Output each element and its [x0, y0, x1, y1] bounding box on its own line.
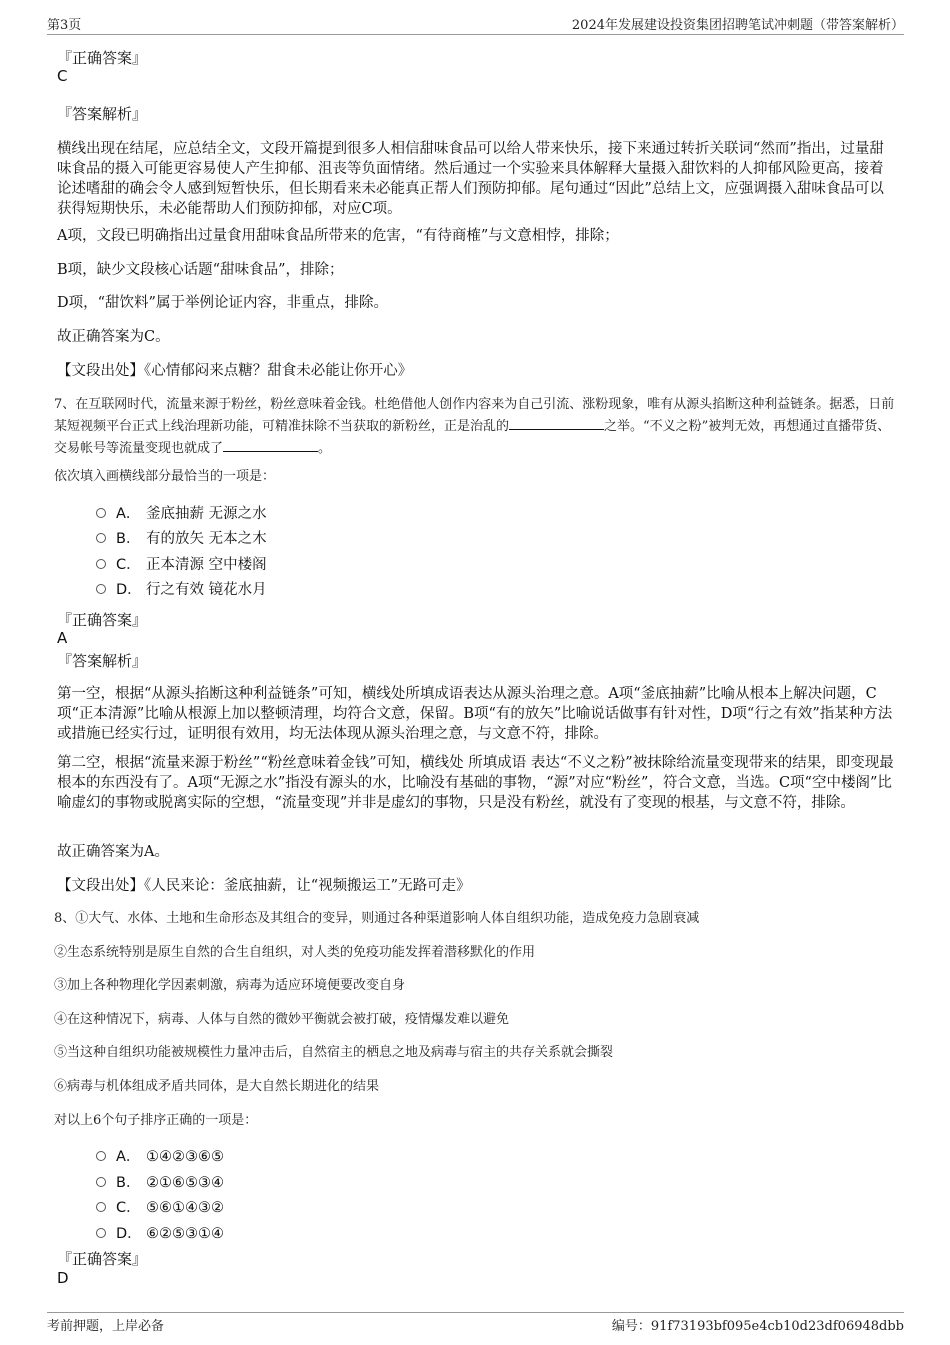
- q7-blank-1: [509, 418, 604, 430]
- q6-answer: C: [57, 67, 68, 85]
- q8-sentence: ⑤当这种自组织功能被规模性力量冲击后，自然宿主的栖息之地及病毒与宿主的共存关系就会撕裂: [54, 1045, 614, 1060]
- radio-icon[interactable]: [96, 1151, 106, 1161]
- q6-analysis-paragraph: A项，文段已明确指出过量食用甜味食品所带来的危害，“有待商榷”与文意相悖，排除；: [57, 228, 619, 244]
- page-footer: [47, 1312, 904, 1334]
- q7-analysis-paragraph: 故正确答案为A。: [57, 844, 169, 860]
- q8-sentence: ④在这种情况下，病毒、人体与自然的微妙平衡就会被打破，疫情爆发难以避免: [54, 1012, 510, 1027]
- q7-analysis-label: 『答案解析』: [57, 652, 148, 670]
- radio-icon[interactable]: [96, 559, 106, 569]
- radio-icon[interactable]: [96, 1202, 106, 1212]
- q6-analysis-paragraph: 横线出现在结尾，应总结全文，文段开篇提到很多人相信甜味食品可以给人带来快乐，接下来通过转折关联词“然而”指出，过量甜味食品的摄入可能更容易使人产生抑郁、沮丧等负面情绪。然后通过一个实验来具体解释大量摄入甜饮料的人抑郁风险更高，接着论述嗜甜的确会令人感到短暂快乐，但长期看来未必能真正帮人们预防抑郁。尾句通过“因此”总结上文，应强调摄入甜味食品可以获得短期快乐，未必能帮助人们预防抑郁，对应C项。: [57, 141, 884, 217]
- q7-blank-2: [223, 440, 318, 452]
- q7-source: 【文段出处】《人民来论：釜底抽薪，让“视频搬运工”无路可走》: [57, 878, 471, 894]
- q6-analysis-paragraph: B项，缺少文段核心话题“甜味食品”，排除；: [57, 262, 344, 278]
- q8-option-a[interactable]: A． ①④②③⑥⑤: [96, 1146, 224, 1168]
- q6-analysis-paragraph: D项，“甜饮料”属于举例论证内容，非重点，排除。: [57, 295, 388, 311]
- q8-sentence: ⑥病毒与机体组成矛盾共同体，是大自然长期进化的结果: [54, 1079, 380, 1094]
- q7-option-d[interactable]: D． 行之有效 镜花水月: [96, 579, 267, 601]
- radio-icon[interactable]: [96, 1228, 106, 1238]
- q7-option-a[interactable]: A． 釜底抽薪 无源之水: [96, 503, 267, 525]
- page-number: 第3页: [47, 18, 82, 33]
- q8-prompt: 对以上6个句子排序正确的一项是：: [54, 1113, 258, 1128]
- q7-answer: A: [57, 629, 68, 647]
- q7-analysis-paragraph: 第二空，根据“流量来源于粉丝”“粉丝意味着金钱”可知，横线处 所填成语 表达“不义之粉”被抹除给流量变现带来的结果，即变现最根本的东西没有了。A项“无源之水”指没有源头的水，比喻没有基础的事物，“源”对应“粉丝”，符合文意，当选。C项“空中楼阁”比喻虚幻的事物或脱离实际的空想，“流量变现”并非是虚幻的事物，只是没有粉丝，就没有了变现的根基，与文意不符，排除。: [57, 755, 894, 811]
- radio-icon[interactable]: [96, 1177, 106, 1187]
- q7-answer-label: 『正确答案』: [57, 611, 148, 629]
- q8-answer-label: 『正确答案』: [57, 1250, 148, 1268]
- q6-answer-label: 『正确答案』: [57, 49, 148, 67]
- q8-option-c[interactable]: C． ⑤⑥①④③②: [96, 1197, 224, 1219]
- footer-slogan: 考前押题，上岸必备: [47, 1319, 165, 1334]
- document-title: 2024年发展建设投资集团招聘笔试冲刺题（带答案解析）: [571, 18, 904, 33]
- q6-analysis-label: 『答案解析』: [57, 105, 148, 123]
- q8-answer: D: [57, 1269, 69, 1287]
- q7-analysis-paragraph: 第一空，根据“从源头掐断这种利益链条”可知，横线处所填成语表达从源头治理之意。A项“釜底抽薪”比喻从根本上解决问题，C项“正本清源”比喻从根源上加以整顿清理，均符合文意，保留。B项“有的放矢”比喻说话做事有针对性，D项“行之有效”指某种方法或措施已经实行过，证明很有效用，均无法体现从源头治理之意，与文意不符，排除。: [57, 686, 893, 742]
- document-code: 编号：91f73193bf095e4cb10d23df06948dbb: [611, 1319, 904, 1334]
- q8-sentence: ③加上各种物理化学因素刺激，病毒为适应环境便要改变自身: [54, 978, 406, 993]
- q8-option-d[interactable]: D． ⑥②⑤③①④: [96, 1223, 224, 1245]
- radio-icon[interactable]: [96, 533, 106, 543]
- page-header: [47, 12, 904, 35]
- q8-sentence: ②生态系统特别是原生自然的合生自组织，对人类的免疫功能发挥着潜移默化的作用: [54, 945, 536, 960]
- q6-source: 【文段出处】《心情郁闷来点糖？甜食未必能让你开心》: [57, 363, 413, 379]
- q7-prompt: 依次填入画横线部分最恰当的一项是：: [54, 469, 276, 484]
- q7-option-c[interactable]: C． 正本清源 空中楼阁: [96, 554, 267, 576]
- q7-stem: 7、在互联网时代，流量来源于粉丝，粉丝意味着金钱。杜绝借他人创作内容来为自己引流、涨粉现象，唯有从源头掐断这种利益链条。据悉，日前某短视频平台正式上线治理新功能，可精准抹除不当获取的新粉丝，正是治乱的 之举。“不义之粉”被判无效，再想通过直播带货、交易帐号等流量变现也就成了 。: [54, 397, 895, 456]
- q8-option-b[interactable]: B． ②①⑥⑤③④: [96, 1172, 224, 1194]
- q8-sentence: 8、①大气、水体、土地和生命形态及其组合的变异，则通过各种渠道影响人体自组织功能，造成免疫力急剧衰减: [54, 911, 700, 926]
- radio-icon[interactable]: [96, 508, 106, 518]
- q6-analysis-paragraph: 故正确答案为C。: [57, 329, 170, 345]
- radio-icon[interactable]: [96, 584, 106, 594]
- q7-option-b[interactable]: B． 有的放矢 无本之木: [96, 528, 267, 550]
